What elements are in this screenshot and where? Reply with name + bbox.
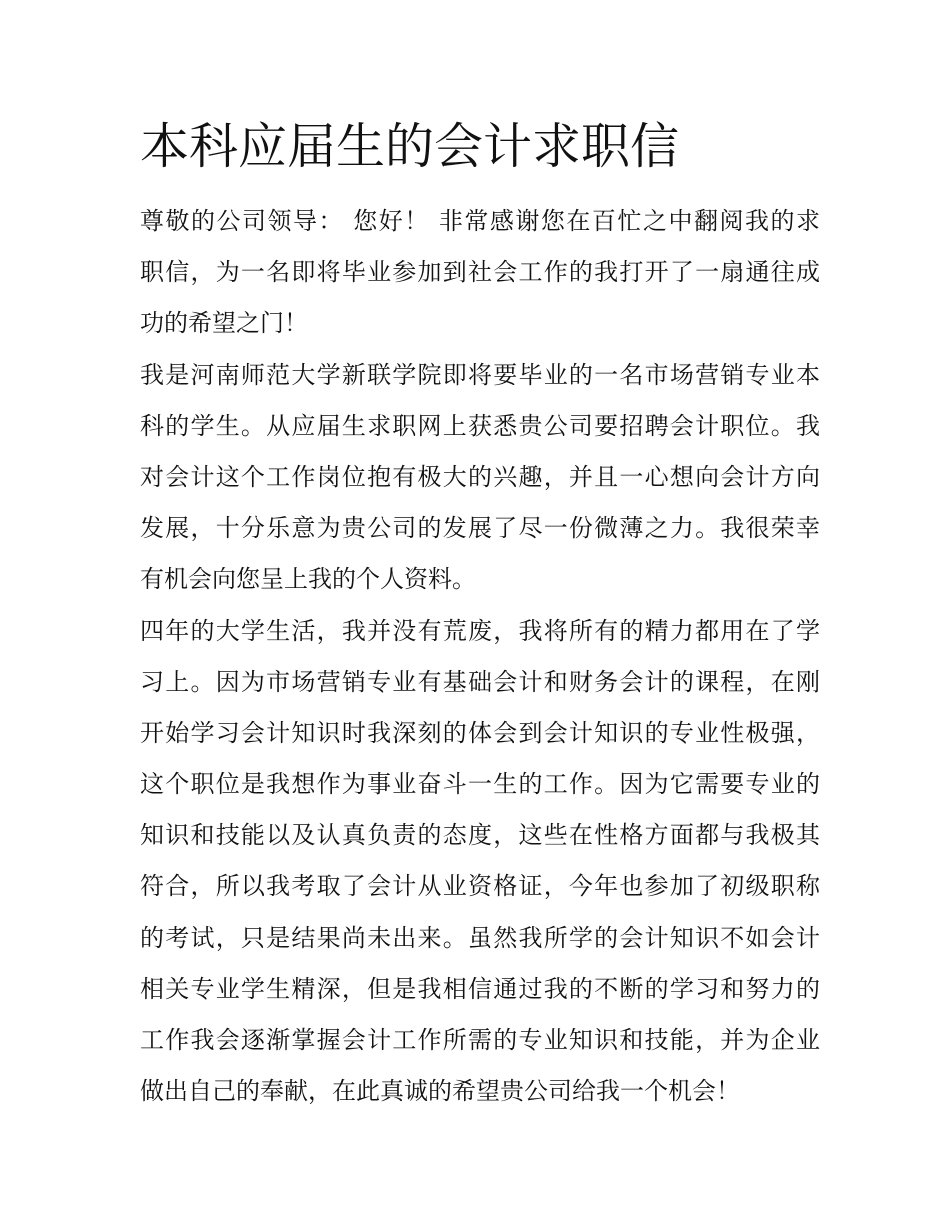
body-line: 四年的大学生活，我并没有荒废，我将所有的精力都用在了学 [140, 616, 820, 645]
body-line: 习上。因为市场营销专业有基础会计和财务会计的课程，在刚 [140, 667, 820, 696]
body-line: 符合，所以我考取了会计从业资格证，今年也参加了初级职称 [140, 872, 820, 901]
body-line: 相关专业学生精深，但是我相信通过我的不断的学习和努力的 [140, 974, 820, 1003]
body-line: 有机会向您呈上我的个人资料。 [140, 565, 476, 594]
body-line: 的考试，只是结果尚未出来。虽然我所学的会计知识不如会计 [140, 923, 820, 952]
document-title: 本科应届生的会计求职信 [140, 118, 680, 175]
body-line: 尊敬的公司领导： 您好！ 非常感谢您在百忙之中翻阅我的求 [140, 207, 820, 235]
body-line: 对会计这个工作岗位抱有极大的兴趣，并且一心想向会计方向 [140, 462, 820, 491]
body-line: 这个职位是我想作为事业奋斗一生的工作。因为它需要专业的 [140, 770, 820, 799]
body-line: 功的希望之门！ [140, 309, 308, 338]
body-line: 科的学生。从应届生求职网上获悉贵公司要招聘会计职位。我 [140, 411, 820, 440]
body-line: 知识和技能以及认真负责的态度，这些在性格方面都与我极其 [140, 821, 820, 850]
body-line: 发展，十分乐意为贵公司的发展了尽一份微薄之力。我很荣幸 [140, 514, 820, 543]
body-line: 我是河南师范大学新联学院即将要毕业的一名市场营销专业本 [140, 360, 820, 389]
body-line: 做出自己的奉献，在此真诚的希望贵公司给我一个机会！ [140, 1077, 740, 1106]
body-line: 工作我会逐渐掌握会计工作所需的专业知识和技能，并为企业 [140, 1026, 820, 1054]
body-line: 开始学习会计知识时我深刻的体会到会计知识的专业性极强， [140, 718, 820, 747]
letter-body [140, 196, 820, 1117]
body-line: 职信，为一名即将毕业参加到社会工作的我打开了一扇通往成 [140, 258, 820, 287]
